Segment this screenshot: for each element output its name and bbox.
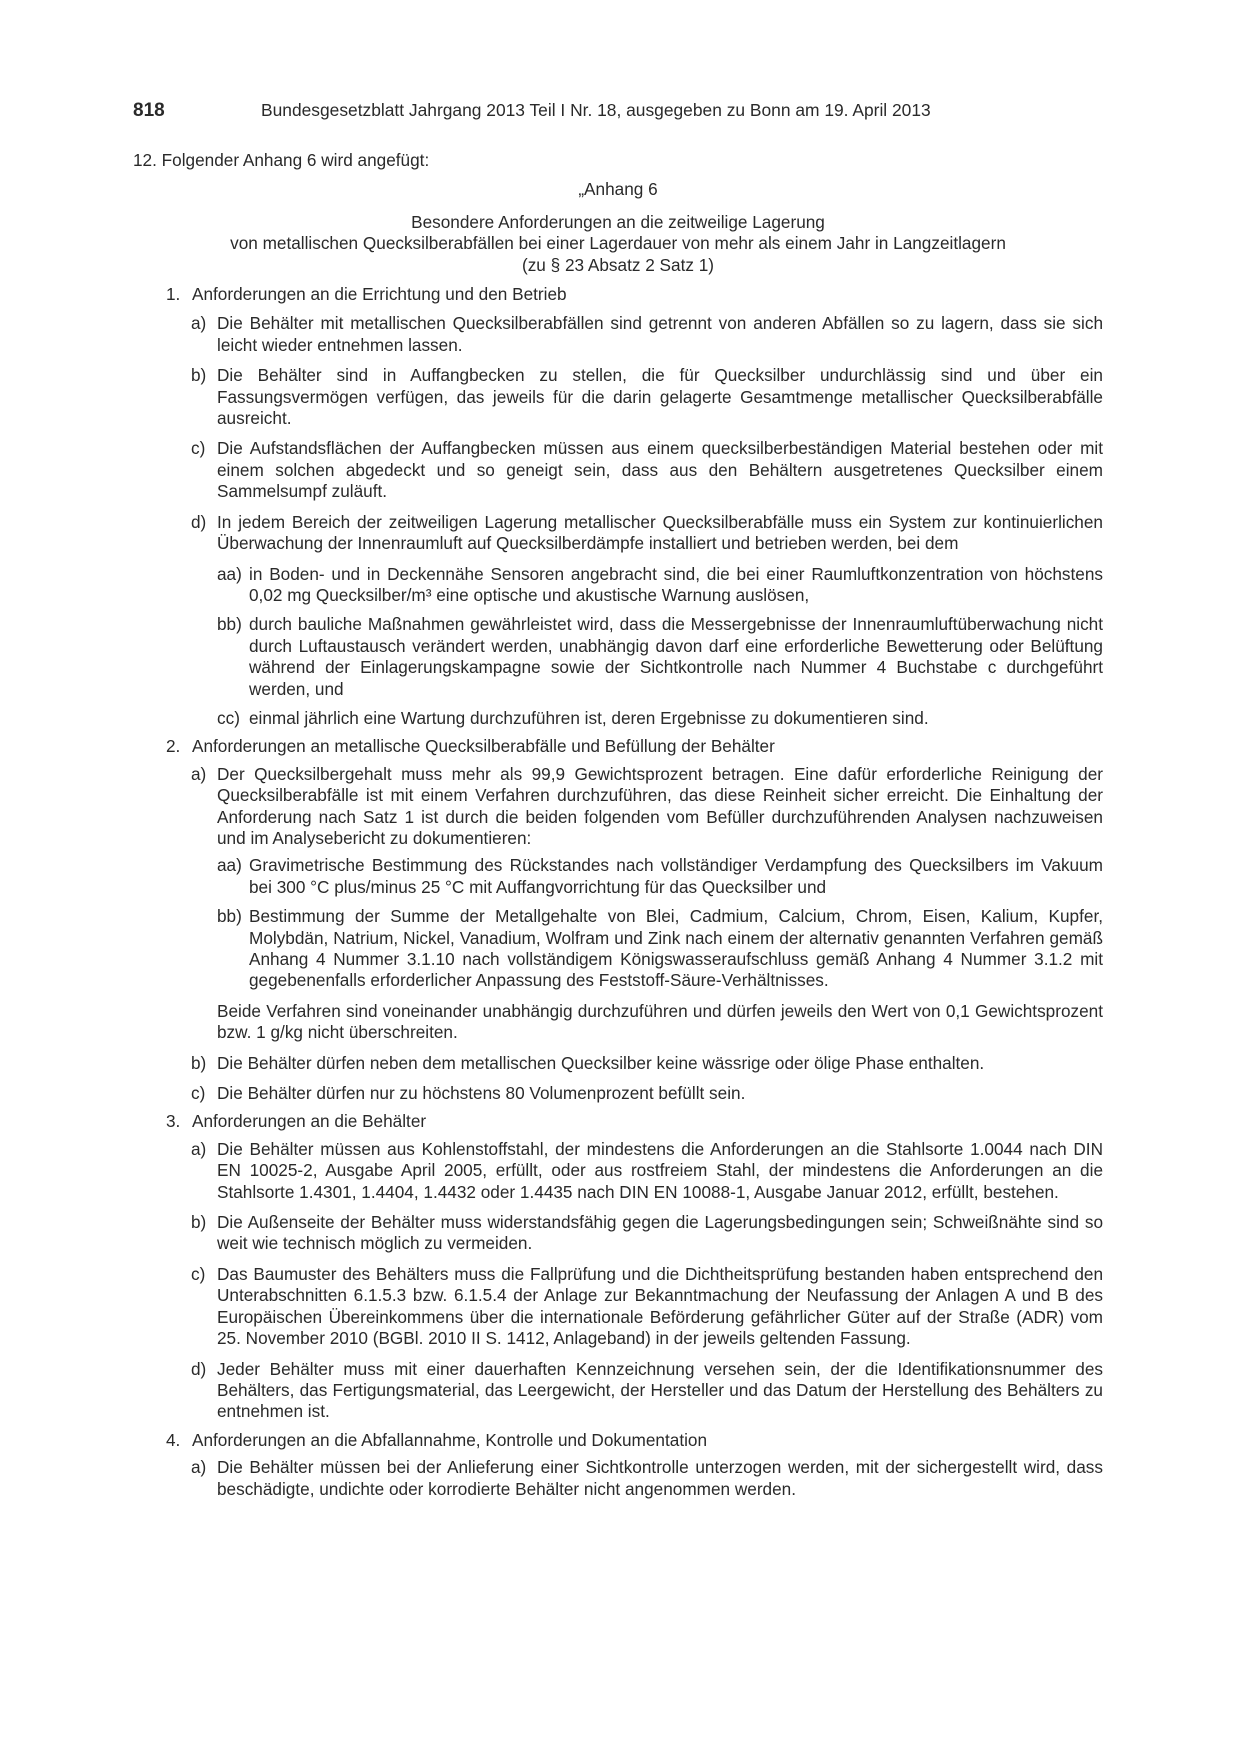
item-label: d): [191, 1358, 207, 1379]
page-header: [133, 100, 1103, 126]
subitem-text: Gravimetrische Bestimmung des Rückstandes nach vollständiger Verdampfung des Quecksilbers im Vakuum bei 300 °C plus/minus 25 °C mit Auffangvorrichtung für das Quecksilber und: [249, 855, 1103, 897]
section-heading: [133, 284, 1103, 305]
annex-subtitle-line: Besondere Anforderungen an die zeitweilige Lagerung: [411, 211, 825, 232]
item-label: a): [191, 313, 207, 334]
section-number: 4.: [166, 1429, 181, 1450]
item-text: Die Behälter müssen bei der Anlieferung einer Sichtkontrolle unterzogen werden, mit der sichergestellt wird, dass beschädigte, undichte oder korrodierte Behälter nicht angenommen werden.: [217, 1457, 1103, 1499]
list-item: [133, 764, 1103, 850]
item-label: b): [191, 365, 207, 386]
subitem-label: bb): [217, 906, 242, 927]
section-title: Anforderungen an die Abfallannahme, Kontrolle und Dokumentation: [192, 1429, 708, 1450]
section-number: 2.: [166, 736, 181, 757]
list-item: [133, 313, 1103, 356]
section-title: Anforderungen an die Errichtung und den Betrieb: [192, 284, 567, 305]
section-heading: [133, 736, 1103, 757]
list-item: [133, 1212, 1103, 1255]
subitem-label: bb): [217, 614, 242, 635]
item-label: b): [191, 1212, 207, 1233]
item-label: a): [191, 763, 207, 784]
subitem-text: in Boden- und in Deckennähe Sensoren angebracht sind, die bei einer Raumluftkonzentration von höchstens 0,02 mg Quecksilber/m³ eine optische und akustische Warnung auslösen,: [249, 563, 1103, 605]
section-title: Anforderungen an metallische Quecksilberabfälle und Befüllung der Behälter: [192, 736, 775, 757]
section-heading: [133, 1111, 1103, 1132]
section-heading: [133, 1430, 1103, 1451]
item-label: a): [191, 1457, 207, 1478]
item-text: Das Baumuster des Behälters muss die Fallprüfung und die Dichtheitsprüfung bestanden haben entsprechend den Unterabschnitten 6.1.5.3 bzw. 6.1.5.4 der Anlage zur Bekanntmachung der Neufassung der Anlagen A und B des Europäischen Übereinkommens über die internationale Beförderung gefährlicher Güter auf der Straße (ADR) vom 25. November 2010 (BGBl. 2010 II S. 1412, Anlageband) in der jeweils geltenden Fassung.: [217, 1263, 1103, 1349]
subitem-label: aa): [217, 855, 242, 876]
annex-title: „Anhang 6: [578, 179, 658, 200]
subitem-text: Bestimmung der Summe der Metallgehalte von Blei, Cadmium, Calcium, Chrom, Eisen, Kalium, Kupfer, Molybdän, Natrium, Nickel, Vanadium, Wolfram und Zink nach einem der alternativ genannten Verfahren gemäß Anhang 4 Nummer 3.1.10 nach vollständigem Königswasseraufschluss gemäß Anhang 4 Nummer 3.1.2 mit gegebenenfalls erforderlicher Anpassung des Feststoff-Säure-Verhältnisses.: [249, 906, 1103, 991]
list-item: [133, 1139, 1103, 1203]
item-text: Die Behälter müssen aus Kohlenstoffstahl, der mindestens die Anforderungen an die Stahlsorte 1.0044 nach DIN EN 10025-2, Ausgabe April 2005, erfüllt, oder aus rostfreiem Stahl, der mindestens die Anforderungen an die Stahlsorte 1.4301, 1.4404, 1.4432 oder 1.4435 nach DIN EN 10088-1, Ausgabe Januar 2012, erfüllt, bestehen.: [217, 1138, 1103, 1202]
item-label: c): [191, 438, 206, 459]
subitem-text: durch bauliche Maßnahmen gewährleistet wird, dass die Messergebnisse der Innenraumluftüberwachung nicht durch Luftaustausch verändert werden, unabhängig davon darf eine erforderliche Bewetterung oder Belüftung während der Einlagerungskampagne sowie der Sichtkontrolle nach Nummer 4 Buchstabe c durchgeführt werden, und: [249, 614, 1103, 699]
subitem-label: aa): [217, 563, 242, 584]
item-text: Jeder Behälter muss mit einer dauerhaften Kennzeichnung versehen sein, der die Identifikationsnummer des Behälters, das Fertigungsmaterial, das Leergewicht, der Hersteller und das Datum der Herstellung des Behälters zu entnehmen ist.: [217, 1358, 1103, 1422]
list-item: [133, 1264, 1103, 1350]
item-text: In jedem Bereich der zeitweiligen Lagerung metallischer Quecksilberabfälle muss ein System zur kontinuierlichen Überwachung der Innenraumluft auf Quecksilberdämpfe installiert und betrieben werden, bei dem: [217, 511, 1103, 554]
item-text: Die Aufstandsflächen der Auffangbecken müssen aus einem quecksilberbeständigen Material bestehen oder mit einem solchen abgedeckt und so geneigt sein, dass aus den Behältern ausgetretenes Quecksilber einem Sammelsumpf zuläuft.: [217, 438, 1103, 502]
section-title: Anforderungen an die Behälter: [192, 1111, 427, 1132]
item-label: c): [191, 1083, 206, 1104]
list-item: [133, 1457, 1103, 1500]
item-label: b): [191, 1052, 207, 1073]
annex-subtitle-line: von metallischen Quecksilberabfällen bei einer Lagerdauer von mehr als einem Jahr in Langzeitlagern: [230, 233, 1006, 254]
sub-item: [133, 708, 1103, 729]
item-text: Die Behälter dürfen neben dem metallischen Quecksilber keine wässrige oder ölige Phase enthalten.: [217, 1052, 985, 1073]
item-text: Der Quecksilbergehalt muss mehr als 99,9 Gewichtsprozent betragen. Eine dafür erforderliche Reinigung der Quecksilberabfälle ist mit einem Verfahren durchzuführen, das diese Reinheit sicher erreicht. Die Einhaltung der Anforderung nach Satz 1 ist durch die beiden folgenden vom Befüller durchzuführenden Analysen nachzuweisen und im Analysebericht zu dokumentieren:: [217, 763, 1103, 848]
list-item: [133, 1053, 1103, 1074]
list-item: [133, 1359, 1103, 1423]
list-item: [133, 1083, 1103, 1104]
annex-subtitle-line: (zu § 23 Absatz 2 Satz 1): [521, 254, 715, 275]
page-number: 818: [133, 100, 165, 121]
section-number: 3.: [166, 1111, 181, 1132]
list-item: [133, 512, 1103, 555]
annex-subtitle: [133, 212, 1103, 276]
list-item: [133, 365, 1103, 429]
subitem-label: cc): [217, 707, 240, 728]
running-head: Bundesgesetzblatt Jahrgang 2013 Teil I Nr. 18, ausgegeben zu Bonn am 19. April 2013: [261, 100, 931, 120]
item-note: Beide Verfahren sind voneinander unabhängig durchzuführen und dürfen jeweils den Wert von 0,1 Gewichtsprozent bzw. 1 g/kg nicht überschreiten.: [217, 1000, 1103, 1043]
item-label: a): [191, 1138, 207, 1159]
sub-item: [133, 614, 1103, 700]
item-text: Die Behälter mit metallischen Quecksilberabfällen sind getrennt von anderen Abfällen so zu lagern, dass sie sich leicht wieder entnehmen lassen.: [217, 313, 1103, 355]
section-number: 1.: [166, 284, 181, 305]
item-text: Die Außenseite der Behälter muss widerstandsfähig gegen die Lagerungsbedingungen sein; Schweißnähte sind so weit wie technisch möglich zu vermeiden.: [217, 1212, 1103, 1254]
page-body: [133, 150, 1103, 1500]
list-item: [133, 438, 1103, 502]
sub-item: [133, 855, 1103, 898]
sub-item: [133, 564, 1103, 607]
item-text: Die Behälter sind in Auffangbecken zu stellen, die für Quecksilber undurchlässig sind und über ein Fassungsvermögen verfügen, das jeweils für die darin gelagerte Gesamtmenge metallischer Quecksilberabfälle ausreicht.: [217, 365, 1103, 429]
subitem-text: einmal jährlich eine Wartung durchzuführen ist, deren Ergebnisse zu dokumentieren sind.: [249, 707, 929, 728]
amendment-intro: 12. Folgender Anhang 6 wird angefügt:: [133, 150, 430, 170]
item-label: d): [191, 511, 207, 532]
sub-item: [133, 906, 1103, 992]
item-label: c): [191, 1263, 206, 1284]
item-text: Die Behälter dürfen nur zu höchstens 80 Volumenprozent befüllt sein.: [217, 1083, 746, 1104]
